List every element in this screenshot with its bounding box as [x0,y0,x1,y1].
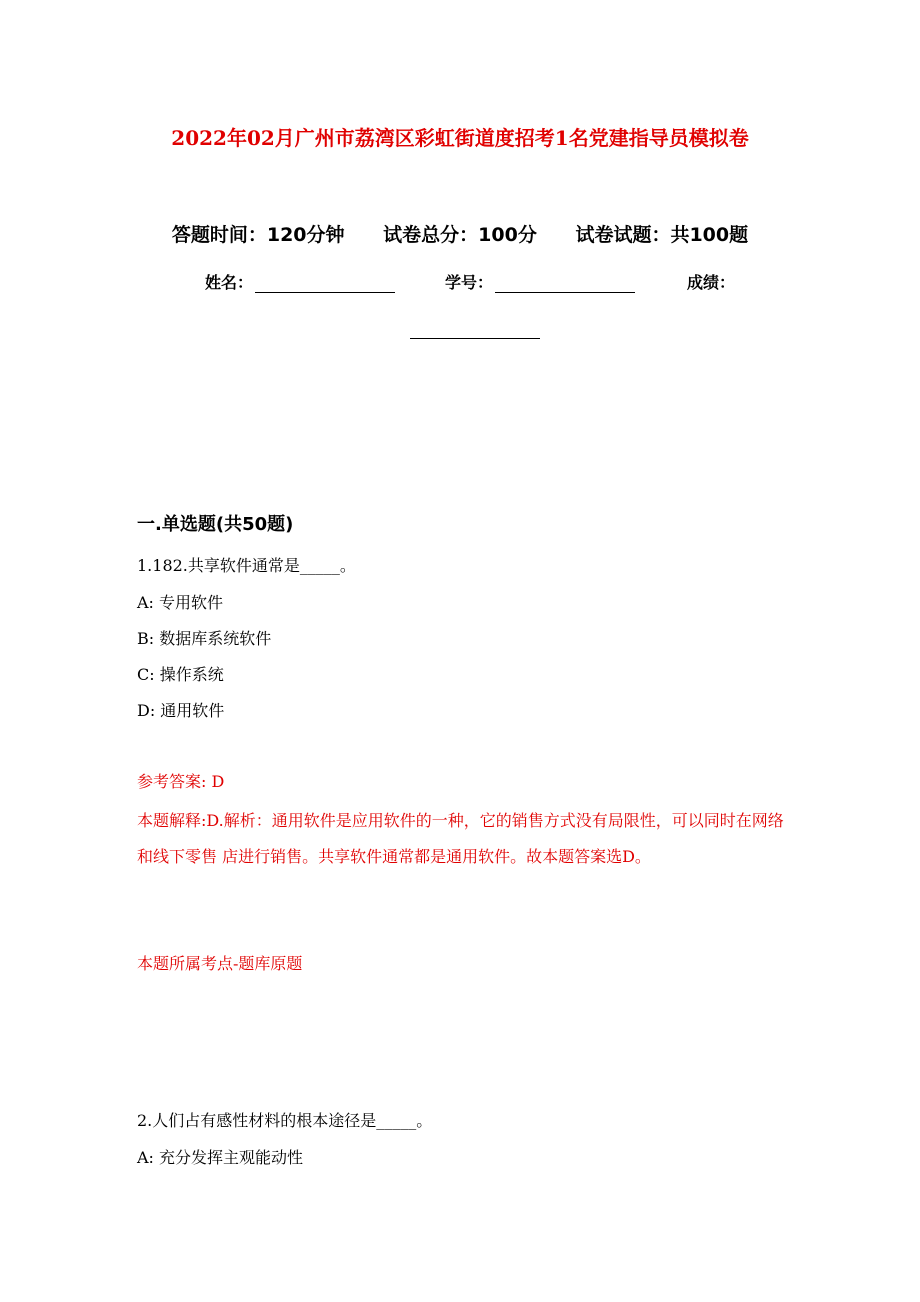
exam-total-questions: 试卷试题：共100题 [575,224,749,246]
question-stem: 1.182.共享软件通常是_____。 [137,556,356,575]
score-blank[interactable] [410,322,540,339]
option-a: A: 专用软件 [137,593,224,612]
student-id-label: 学号： [445,273,494,292]
exam-meta [0,220,920,247]
score-field [687,270,735,293]
name-blank[interactable] [255,276,395,293]
name-field[interactable] [205,270,395,293]
exam-total-score: 试卷总分：100分 [383,224,537,246]
exam-title: 2022年02月广州市荔湾区彩虹街道度招考1名党建指导员模拟卷 [171,126,749,150]
score-label: 成绩： [687,273,736,292]
question-stem: 2.人们占有感性材料的根本途径是_____。 [137,1111,433,1130]
student-id-field[interactable] [445,270,635,293]
option-a: A: 充分发挥主观能动性 [137,1148,304,1167]
student-id-blank[interactable] [495,276,635,293]
name-label: 姓名： [205,273,254,292]
question-topic: 本题所属考点-题库原题 [137,954,303,973]
reference-answer: 参考答案: D [137,772,225,791]
option-b: B: 数据库系统软件 [137,629,272,648]
option-c: C: 操作系统 [137,665,224,684]
exam-time: 答题时间：120分钟 [171,224,345,246]
answer-explanation: 本题解释:D.解析：通用软件是应用软件的一种，它的销售方式没有局限性，可以同时在网络和线下零售 店进行销售。共享软件通常都是通用软件。故本题答案选D。 [137,811,784,866]
section-heading: 一.单选题(共50题) [137,514,294,535]
option-d: D: 通用软件 [137,701,225,720]
